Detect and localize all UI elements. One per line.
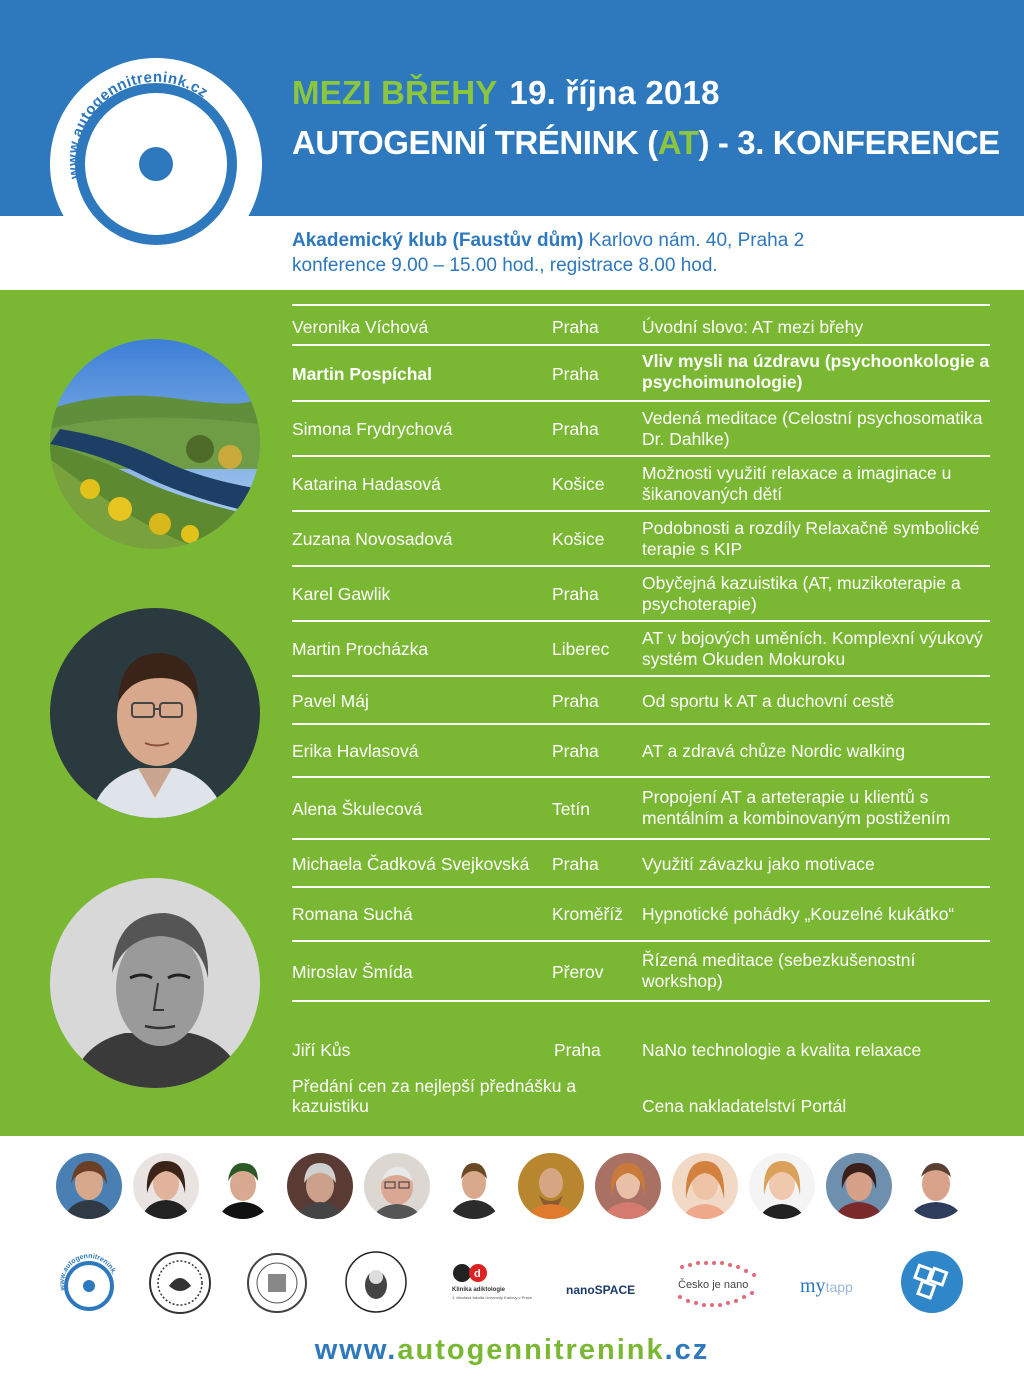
avatar: [903, 1153, 969, 1219]
avatar: [210, 1153, 276, 1219]
title-part-2: ) - 3. KONFERENCE: [698, 124, 1000, 161]
talk-topic: AT v bojových uměních. Komplexní výukový systém Okuden Mokuroku: [642, 628, 983, 669]
mytapp-logo: [800, 1275, 853, 1298]
landscape-photo: [50, 339, 260, 549]
avatar: [595, 1153, 661, 1219]
talk-topic: AT a zdravá chůze Nordic walking: [642, 741, 905, 761]
program-row: [292, 455, 990, 510]
talk-topic: NaNo technologie a kvalita relaxace: [642, 1040, 922, 1060]
awards-label: Předání cen za nejlepší přednášku a kazuistiku: [292, 1076, 577, 1116]
avatar: [749, 1153, 815, 1219]
program-row: [292, 1000, 990, 1072]
nanospace-text: nanoSPACE: [566, 1283, 636, 1297]
venue-info: [292, 228, 804, 278]
speaker-name: Jiří Kůs: [292, 1040, 351, 1060]
conference-logo: [50, 58, 262, 270]
historic-portrait-photo: [50, 878, 260, 1088]
footer-url-www: www.: [314, 1334, 398, 1366]
speaker-city: Praha: [552, 691, 599, 711]
footer-url-tld: .cz: [664, 1334, 710, 1366]
avatar: [441, 1153, 507, 1219]
seal-logo-2: [244, 1250, 310, 1321]
program-row: [292, 565, 990, 620]
talk-topic: Od sportu k AT a duchovní cestě: [642, 691, 895, 711]
blue-circle-logo: [900, 1250, 964, 1319]
adiktologie-logo: [450, 1263, 540, 1312]
speaker-name: Karel Gawlik: [292, 584, 391, 604]
mytapp-my: my: [800, 1275, 826, 1297]
program-row: [292, 510, 990, 565]
talk-topic: Obyčejná kazuistika (AT, muzikoterapie a psychoterapie): [642, 573, 961, 614]
avatar: [518, 1153, 584, 1219]
speaker-name: Erika Havlasová: [292, 741, 419, 761]
speaker-name: Pavel Máj: [292, 691, 369, 711]
seal-logo-1: [147, 1250, 213, 1321]
adiktologie-subtitle: 1. lékařská fakulta Univerzity Karlovy v Praze: [452, 1295, 533, 1300]
logo-url-text: www.autogennitrenink.cz: [64, 68, 212, 181]
speaker-name: Martin Pospíchal: [292, 364, 433, 384]
speaker-city: Praha: [552, 364, 599, 384]
footer-url-main: autogennitrenink: [397, 1334, 665, 1366]
talk-topic: Podobnosti a rozdíly Relaxačně symbolické terapie s KIP: [642, 518, 980, 559]
svg-text:d: d: [474, 1268, 481, 1280]
small-logo-text: www.autogennitrenink.: [58, 1252, 118, 1292]
program-row: [292, 886, 990, 940]
speaker-city: Praha: [552, 419, 599, 439]
speaker-city: Kroměříž: [552, 904, 623, 924]
program-row: [292, 675, 990, 723]
talk-topic: Vliv mysli na úzdravu (psychoonkologie a psychoimunologie): [642, 351, 990, 392]
title-line-1: [292, 74, 720, 112]
speaker-name: Katarina Hadasová: [292, 474, 441, 494]
program-row: [292, 400, 990, 455]
venue-address: Karlovo nám. 40, Praha 2: [583, 230, 805, 251]
program-row: [292, 620, 990, 675]
speaker-name: Michaela Čadková Svejkovská: [292, 854, 530, 874]
speaker-city: Praha: [554, 1040, 601, 1060]
program-row: [292, 940, 990, 1000]
venue-times: konference 9.00 – 15.00 hod., registrace 8.00 hod.: [292, 255, 718, 276]
speaker-name: Martin Procházka: [292, 639, 429, 659]
speaker-name: Zuzana Novosadová: [292, 529, 453, 549]
speaker-avatars: [56, 1153, 968, 1221]
conference-date: 19. října 2018: [509, 74, 720, 111]
program-row: [292, 838, 990, 886]
program-row: [292, 723, 990, 776]
avatar: [826, 1153, 892, 1219]
avatar: [56, 1153, 122, 1219]
talk-topic: Hypnotické pohádky „Kouzelné kukátko“: [642, 904, 955, 924]
psychiatric-society-logo: [343, 1247, 409, 1322]
cesko-je-nano-text: Česko je nano: [678, 1279, 749, 1291]
avatar: [133, 1153, 199, 1219]
avatar: [364, 1153, 430, 1219]
footer-url[interactable]: [0, 1334, 1024, 1367]
speaker-name: Miroslav Šmída: [292, 962, 413, 982]
talk-topic: Propojení AT a arteterapie u klientů s mentálním a kombinovaným postižením: [642, 787, 951, 828]
speaker-name: Veronika Víchová: [292, 317, 429, 337]
speaker-city: Praha: [552, 741, 599, 761]
talk-topic: Řízená meditace (sebezkušenostní workshop): [642, 950, 916, 991]
title-at: AT: [657, 124, 699, 161]
program-table: [292, 304, 990, 1130]
speaker-city: Přerov: [552, 962, 604, 982]
program-row: [292, 776, 990, 838]
talk-topic: Úvodní slovo: AT mezi břehy: [642, 317, 864, 337]
speaker-name: Romana Suchá: [292, 904, 413, 924]
speaker-name: Alena Škulecová: [292, 799, 423, 819]
mytapp-rest: tapp: [825, 1279, 853, 1295]
talk-topic: Využití závazku jako motivace: [642, 854, 875, 874]
speaker-city: Praha: [552, 317, 599, 337]
speaker-city: Košice: [552, 474, 605, 494]
speaker-city: Košice: [552, 529, 605, 549]
title-part-1: AUTOGENNÍ TRÉNINK (: [292, 124, 658, 161]
speaker-portrait-photo: [50, 608, 260, 818]
adiktologie-title: Klinika adiktologie: [452, 1287, 506, 1293]
avatar: [287, 1153, 353, 1219]
talk-topic: Vedená meditace (Celostní psychosomatika Dr. Dahlke): [642, 408, 983, 449]
svg-text:www.autogennitrenink.cz: [65, 69, 211, 181]
cesko-je-nano-logo: [672, 1257, 768, 1318]
nanospace-logo: [566, 1281, 635, 1299]
speaker-name: Simona Frydrychová: [292, 419, 453, 439]
venue-place: Akademický klub (Faustův dům): [292, 230, 584, 251]
speaker-city: Praha: [552, 854, 599, 874]
autogennitrenink-logo: [56, 1250, 122, 1321]
speaker-city: Tetín: [552, 799, 590, 819]
awards-prize: Cena nakladatelství Portál: [642, 1096, 847, 1116]
title-accent: MEZI BŘEHY: [292, 74, 498, 111]
speaker-city: Praha: [552, 584, 599, 604]
speaker-city: Liberec: [552, 639, 610, 659]
program-row-awards: [292, 1072, 990, 1130]
avatar: [672, 1153, 738, 1219]
partner-logos: [0, 1245, 1024, 1325]
title-line-2: [292, 124, 1000, 162]
program-row: [292, 344, 990, 400]
program-row: [292, 304, 990, 344]
talk-topic: Možnosti využití relaxace a imaginace u šikanovaných dětí: [642, 463, 952, 504]
